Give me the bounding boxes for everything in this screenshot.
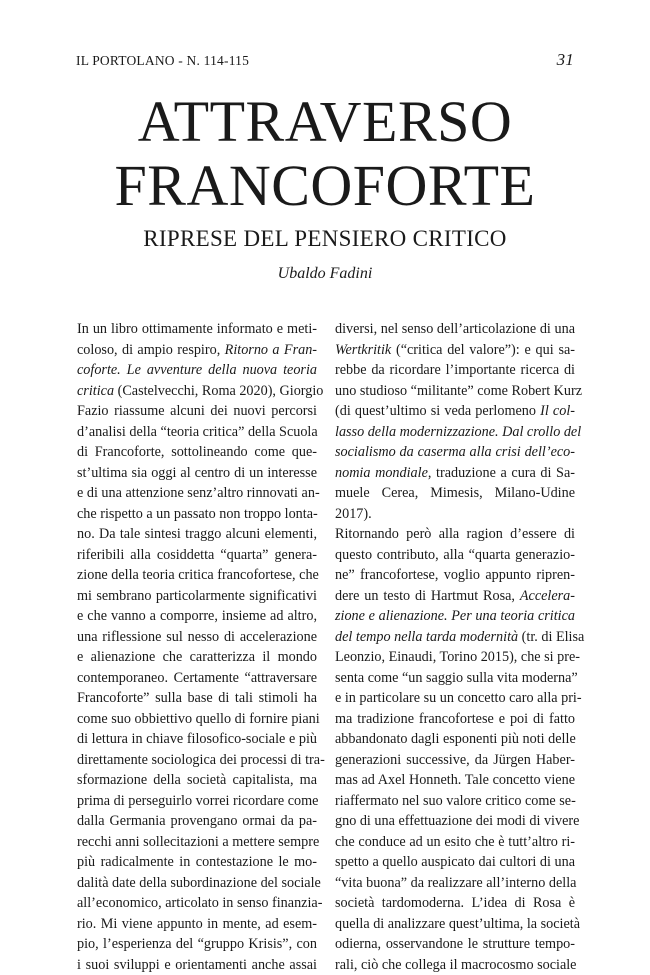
text-run: più radicalmente in contestazione le mo- [77,854,317,870]
text-line [335,873,575,894]
text-run: Leonzio, Einaudi, Torino 2015), che si pre- [335,649,580,665]
text-run: (tr. di Elisa [518,629,584,645]
text-line [77,401,317,422]
text-line [335,627,575,648]
text-run: Francoforte” sulla base di tali stimoli ha [77,690,317,706]
text-run: pio, l’esperienza del “gruppo Krisis”, con [77,936,317,952]
italic-text-run: Accelera- [520,588,575,604]
text-run: (Castelvecchi, Roma 2020), Giorgio [114,383,323,399]
text-run: st’ultima sia oggi al centro di un interesse [77,465,317,481]
text-line [335,934,575,955]
text-line [77,647,317,668]
text-line [335,360,575,381]
text-line [77,545,317,566]
text-line [335,770,575,791]
text-run: direttamente sociologica dei processi di tra- [77,752,325,768]
text-run: prima di perseguirlo vorrei ricordare come [77,793,318,809]
text-line [335,688,575,709]
article-title-line-1: ATTRAVERSO [40,90,610,154]
page-number: 31 [557,50,574,70]
text-run: società tardomoderna. L’idea di Rosa è [335,895,575,911]
italic-text-run: Wertkritik [335,342,391,358]
journal-issue: IL PORTOLANO - N. 114-115 [76,53,249,69]
italic-text-run: critica [77,383,114,399]
text-line [335,668,575,689]
article-title-line-2: FRANCOFORTE [40,154,610,218]
text-run: sformazione della società capitalista, ma [77,772,317,788]
text-line [77,627,317,648]
text-run: odierna, osservandone le strutture tempo- [335,936,575,952]
text-run: In un libro ottimamente informato e meti- [77,321,317,337]
text-run: rio. Mi viene appunto in mente, ad esem- [77,916,317,932]
text-line [77,340,317,361]
text-line [335,340,575,361]
text-line [335,442,575,463]
text-line [77,770,317,791]
text-line [77,729,317,750]
text-run: riferibili alla cosiddetta “quarta” genera- [77,547,317,563]
text-run: e alienazione che caratterizza il mondo [77,649,317,665]
text-run: dalità date della subordinazione del sociale [77,875,321,891]
italic-text-run: socialismo da caserma alla crisi dell’eco- [335,444,575,460]
text-run: che rispetto a un passato non troppo lonta- [77,506,318,522]
text-run: questo contributo, alla “quarta generazio- [335,547,575,563]
text-run: rali, ciò che collega il macrocosmo sociale [335,957,576,973]
text-line [77,319,317,340]
text-run: i suoi sviluppi e orientamenti anche assai [77,957,317,973]
text-run: Ritornando però alla ragion d’essere di [335,526,575,542]
body-column-right [335,319,575,975]
text-run: dalla Germania provengano ormai da pa- [77,813,317,829]
text-line [77,463,317,484]
text-line [335,463,575,484]
text-line [335,319,575,340]
text-run: ma tradizione francofortese e poi di fatto [335,711,575,727]
text-line [77,586,317,607]
text-run: generazioni successive, da Jürgen Haber- [335,752,575,768]
text-run: una riflessione sul nesso di accelerazione [77,629,317,645]
article-subtitle: RIPRESE DEL PENSIERO CRITICO [40,226,610,252]
italic-text-run: del tempo nella tarda modernità [335,629,518,645]
text-run: senta come “un saggio sulla vita moderna” [335,670,578,686]
text-line [335,893,575,914]
text-run: mi sembrano particolarmente significativi [77,588,317,604]
text-line [77,791,317,812]
italic-text-run: coforte. Le avventure della nuova teoria [77,362,317,378]
text-run: zione della teoria critica francofortese, che [77,567,319,583]
text-line [77,668,317,689]
text-run: rebbe da ricordare l’importante ricerca di [335,362,575,378]
text-run: , traduzione a cura di Sa- [428,465,575,481]
text-line [77,709,317,730]
text-line [335,586,575,607]
text-run: (di quest’ultimo si veda perlomeno [335,403,540,419]
text-run: mas ad Axel Honneth. Tale concetto viene [335,772,575,788]
text-line [335,381,575,402]
italic-text-run: zione e alienazione. Per una teoria critica [335,608,575,624]
text-line [335,709,575,730]
text-run: e che vanno a comporre, insieme ad altro, [77,608,317,624]
text-line [77,422,317,443]
text-run: (“critica del valore”): e qui sa- [391,342,575,358]
body-column-left [77,319,317,975]
text-line [335,811,575,832]
text-line [77,381,317,402]
text-line [77,360,317,381]
text-line [335,545,575,566]
text-run: ne” francofortese, voglio appunto ripren- [335,567,575,583]
text-run: di Francoforte, sottolineando come que- [77,444,317,460]
text-run: e in particolare su un concetto caro alla pri- [335,690,582,706]
text-run: 2017). [335,506,372,522]
text-run: abbandonato dagli esponenti più noti delle [335,731,576,747]
text-line [77,811,317,832]
text-run: d’analisi della “teoria critica” della Scuola [77,424,318,440]
text-line [77,955,317,975]
text-line [335,955,575,975]
text-line [77,893,317,914]
text-line [77,442,317,463]
text-run: coloso, di ampio respiro, [77,342,225,358]
text-line [335,606,575,627]
text-line [77,565,317,586]
article-author: Ubaldo Fadini [40,265,610,283]
text-run: recchi anni sollecitazioni a mettere sempre [77,834,319,850]
text-line [335,401,575,422]
text-line [77,524,317,545]
text-line [77,873,317,894]
text-line [335,852,575,873]
text-line [77,483,317,504]
italic-text-run: Il col- [540,403,575,419]
text-run: spetto a quello auspicato dai cultori di una [335,854,575,870]
text-run: “vita buona” da realizzare all’interno della [335,875,576,891]
text-run: riaffermato nel suo valore critico come se- [335,793,576,809]
text-line [335,565,575,586]
text-line [77,688,317,709]
text-line [77,606,317,627]
text-run: uno studioso “militante” come Robert Kurz [335,383,582,399]
italic-text-run: Ritorno a Fran- [225,342,317,358]
text-run: muele Cerea, Mimesis, Milano-Udine [335,485,575,501]
running-header [76,53,576,73]
text-run: e di una attenzione senz’altro rinnovati an- [77,485,320,501]
text-line [335,483,575,504]
text-line [77,750,317,771]
text-run: contemporaneo. Certamente “attraversare [77,670,317,686]
text-line [335,647,575,668]
text-line [335,729,575,750]
text-line [335,750,575,771]
text-line [335,791,575,812]
text-run: come suo obbiettivo quello di fornire piani [77,711,320,727]
text-line [77,852,317,873]
text-line [335,832,575,853]
italic-text-run: lasso della modernizzazione. Dal crollo del [335,424,581,440]
text-line [77,504,317,525]
text-run: Fazio riassume alcuni dei nuovi percorsi [77,403,317,419]
italic-text-run: nomia mondiale [335,465,428,481]
text-run: all’economico, articolato in senso finanzia- [77,895,322,911]
text-line [335,504,575,525]
text-run: dere un testo di Hartmut Rosa, [335,588,520,604]
text-line [335,524,575,545]
text-run: no. Da tale sintesi traggo alcuni elementi, [77,526,317,542]
text-run: di lettura in chiave filosofico-sociale e più [77,731,317,747]
text-line [335,422,575,443]
text-run: diversi, nel senso dell’articolazione di una [335,321,575,337]
text-line [77,934,317,955]
text-run: quella di analizzare quest’ultima, la società [335,916,580,932]
text-run: che conduce ad un esito che è tutt’altro ri- [335,834,575,850]
text-run: gno di una effettuazione dei modi di vivere [335,813,579,829]
text-line [77,832,317,853]
